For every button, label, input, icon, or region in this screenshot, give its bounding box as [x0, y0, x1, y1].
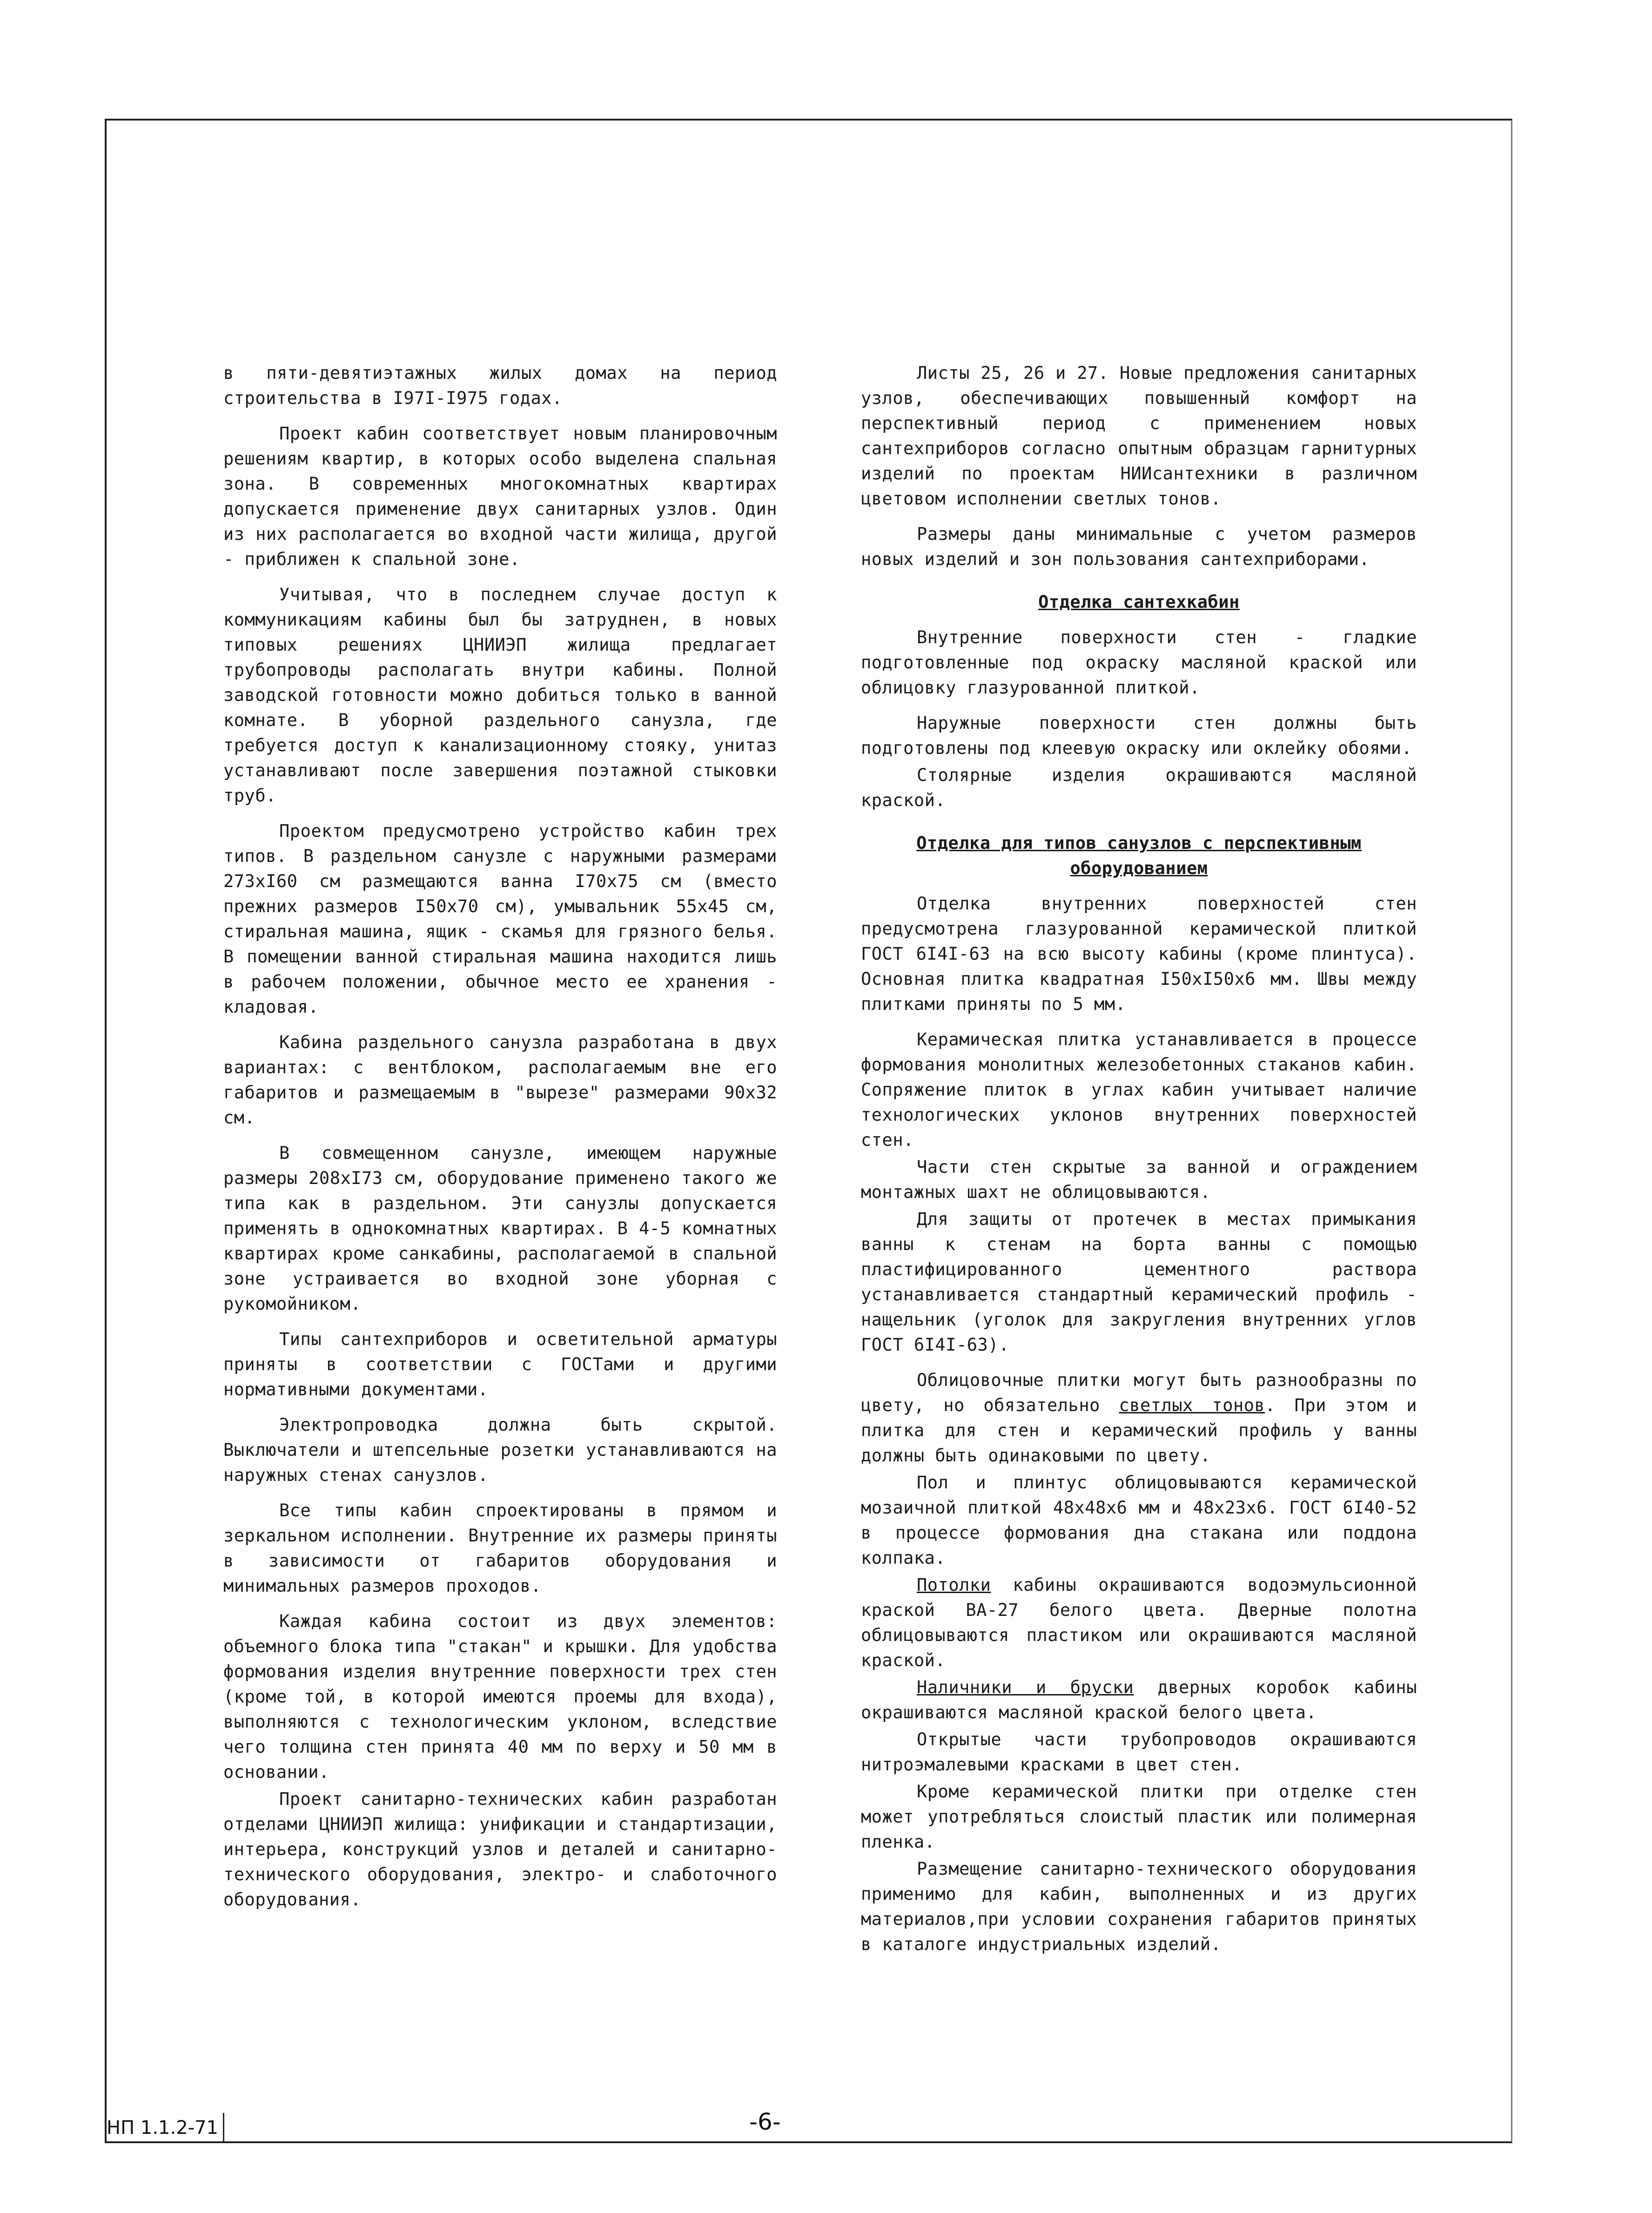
- paragraph: Размещение санитарно-технического оборудования применимо для кабин, выполненных и из других материалов,при условии сохранения габаритов принятых в каталоге индустриальных изделий.: [861, 1859, 1417, 1954]
- paragraph: Все типы кабин спроектированы в прямом и зеркальном исполнении. Внутренние их размеры приняты в зависимости от габаритов оборудования и минимальных размеров проходов.: [223, 1500, 777, 1596]
- paragraph: Проектом предусмотрено устройство кабин трех типов. В раздельном санузле с наружными размерами 273хI60 см размещаются ванна I70х75 см (вместо прежних размеров I50х70 см), умывальник 55х45 см, стиральная машина, ящик - скамья для грязного белья. В помещении ванной стиральная машина находится лишь в рабочем положении, обычное место ее хранения - кладовая.: [223, 821, 777, 1017]
- left-column: [223, 361, 777, 1923]
- document-code: НП 1.1.2-71: [105, 2113, 224, 2143]
- underlined-text: светлых тонов: [1119, 1395, 1265, 1415]
- paragraph: Пол и плинтус облицовываются керамической мозаичной плиткой 48х48х6 мм и 48х23х6. ГОСТ 6I40-52 в процессе формования дна стакана или поддона колпака.: [861, 1473, 1417, 1568]
- text-run: . При этом и плитка для стен и керамический профиль у ванны должны быть одинаковыми по цвету.: [861, 1395, 1417, 1466]
- section-heading: Отделка для типов санузлов с перспективным оборудованием: [916, 833, 1362, 878]
- paragraph: Типы сантехприборов и осветительной арматуры приняты в соответствии с ГОСТами и другими нормативными документами.: [223, 1329, 777, 1399]
- section-heading: Отделка сантехкабин: [1038, 592, 1240, 612]
- text-run: дверных коробок кабины окрашиваются масляной краской белого цвета.: [861, 1677, 1417, 1722]
- paragraph: Внутренние поверхности стен - гладкие подготовленные под окраску масляной краской или облицовку глазурованной плиткой.: [861, 627, 1417, 698]
- paragraph: [861, 1573, 1417, 1673]
- paragraph: В совмещенном санузле, имеющем наружные размеры 208хI73 см, оборудование применено такого же типа как в раздельном. Эти санузлы допускается применять в однокомнатных квартирах. В 4-5 комнатных квартирах кроме санкабины, располагаемой в спальной зоне устраивается во входной зоне уборная с рукомойником.: [223, 1143, 777, 1314]
- paragraph: Проект кабин соответствует новым планировочным решениям квартир, в которых особо выделена спальная зона. В современных многокомнатных квартирах допускается применение двух санитарных узлов. Один из них располагается во входной части жилища, другой - приближен к спальной зоне.: [223, 424, 777, 569]
- paragraph: Части стен скрытые за ванной и ограждением монтажных шахт не облицовываются.: [861, 1157, 1417, 1202]
- paragraph: Размеры даны минимальные с учетом размеров новых изделий и зон пользования сантехприборами.: [861, 524, 1417, 569]
- paragraph: Столярные изделия окрашиваются масляной краской.: [861, 765, 1417, 810]
- paragraph: Отделка внутренних поверхностей стен предусмотрена глазурованной керамической плиткой ГОСТ 6I4I-63 на всю высоту кабины (кроме плинтуса). Основная плитка квадратная I50хI50х6 мм. Швы между плитками приняты по 5 мм.: [861, 894, 1417, 1014]
- right-column: [861, 361, 1417, 1967]
- paragraph: Электропроводка должна быть скрытой. Выключатели и штепсельные розетки устанавливаются на наружных стенах санузлов.: [223, 1415, 777, 1485]
- paragraph: [861, 1368, 1417, 1468]
- paragraph: Кроме керамической плитки при отделке стен может употребляться слоистый пластик или полимерная пленка.: [861, 1782, 1417, 1852]
- paragraph: Проект санитарно-технических кабин разработан отделами ЦНИИЭП жилища: унификации и стандартизации, интерьера, конструкций узлов и деталей и санитарно-технического оборудования, электро- и слаботочного оборудования.: [223, 1789, 777, 1910]
- paragraph: в пяти-девятиэтажных жилых домах на период строительства в I97I-I975 годах.: [223, 363, 777, 408]
- paragraph: Листы 25, 26 и 27. Новые предложения санитарных узлов, обеспечивающих повышенный комфорт на перспективный период с применением новых сантехприборов согласно опытным образцам гарнитурных изделий по проектам НИИсантехники в различном цветовом исполнении светлых тонов.: [861, 363, 1417, 509]
- paragraph: Для защиты от протечек в местах примыкания ванны к стенам на борта ванны с помощью пластифицированного цементного раствора устанавливается стандартный керамический профиль - нащельник (уголок для закругления внутренних углов ГОСТ 6I4I-63).: [861, 1209, 1417, 1355]
- paragraph: Каждая кабина состоит из двух элементов: объемного блока типа "стакан" и крышки. Для удобства формования изделия внутренние поверхности трех стен (кроме той, в которой имеются проемы для входа), выполняются с технологическим уклоном, вследствие чего толщина стен принята 40 мм по верху и 50 мм в основании.: [223, 1611, 777, 1782]
- text-run: Облицовочные плитки могут быть разнообразны по цвету, но обязательно: [861, 1370, 1417, 1415]
- paragraph: Керамическая плитка устанавливается в процессе формования монолитных железобетонных стаканов кабин. Сопряжение плиток в углах кабин учитывает наличие технологических уклонов внутренних поверхностей стен.: [861, 1029, 1417, 1150]
- paragraph: Наружные поверхности стен должны быть подготовлены под клеевую окраску или оклейку обоями.: [861, 713, 1417, 758]
- text-run: кабины окрашиваются водоэмульсионной краской ВА-27 белого цвета. Дверные полотна облицовываются пластиком или окрашиваются масляной краской.: [861, 1575, 1417, 1670]
- paragraph: [861, 1675, 1417, 1725]
- paragraph: Открытые части трубопроводов окрашиваются нитроэмалевыми красками в цвет стен.: [861, 1729, 1417, 1775]
- underlined-text: Наличники и бруски: [917, 1677, 1134, 1697]
- paragraph: Учитывая, что в последнем случае доступ к коммуникациям кабины был бы затруднен, в новых типовых решениях ЦНИИЭП жилища предлагает трубопроводы располагать внутри кабины. Полной заводской готовности можно добиться только в ванной комнате. В уборной раздельного санузла, где требуется доступ к канализационному стояку, унитаз устанавливают после завершения поэтажной стыковки труб.: [223, 585, 777, 806]
- page-number: -6-: [749, 2108, 781, 2135]
- underlined-text: Потолки: [917, 1575, 991, 1595]
- paragraph: Кабина раздельного санузла разработана в двух вариантах: с вентблоком, располагаемым вне его габаритов и размещаемым в "вырезе" размерами 90х32 см.: [223, 1032, 777, 1128]
